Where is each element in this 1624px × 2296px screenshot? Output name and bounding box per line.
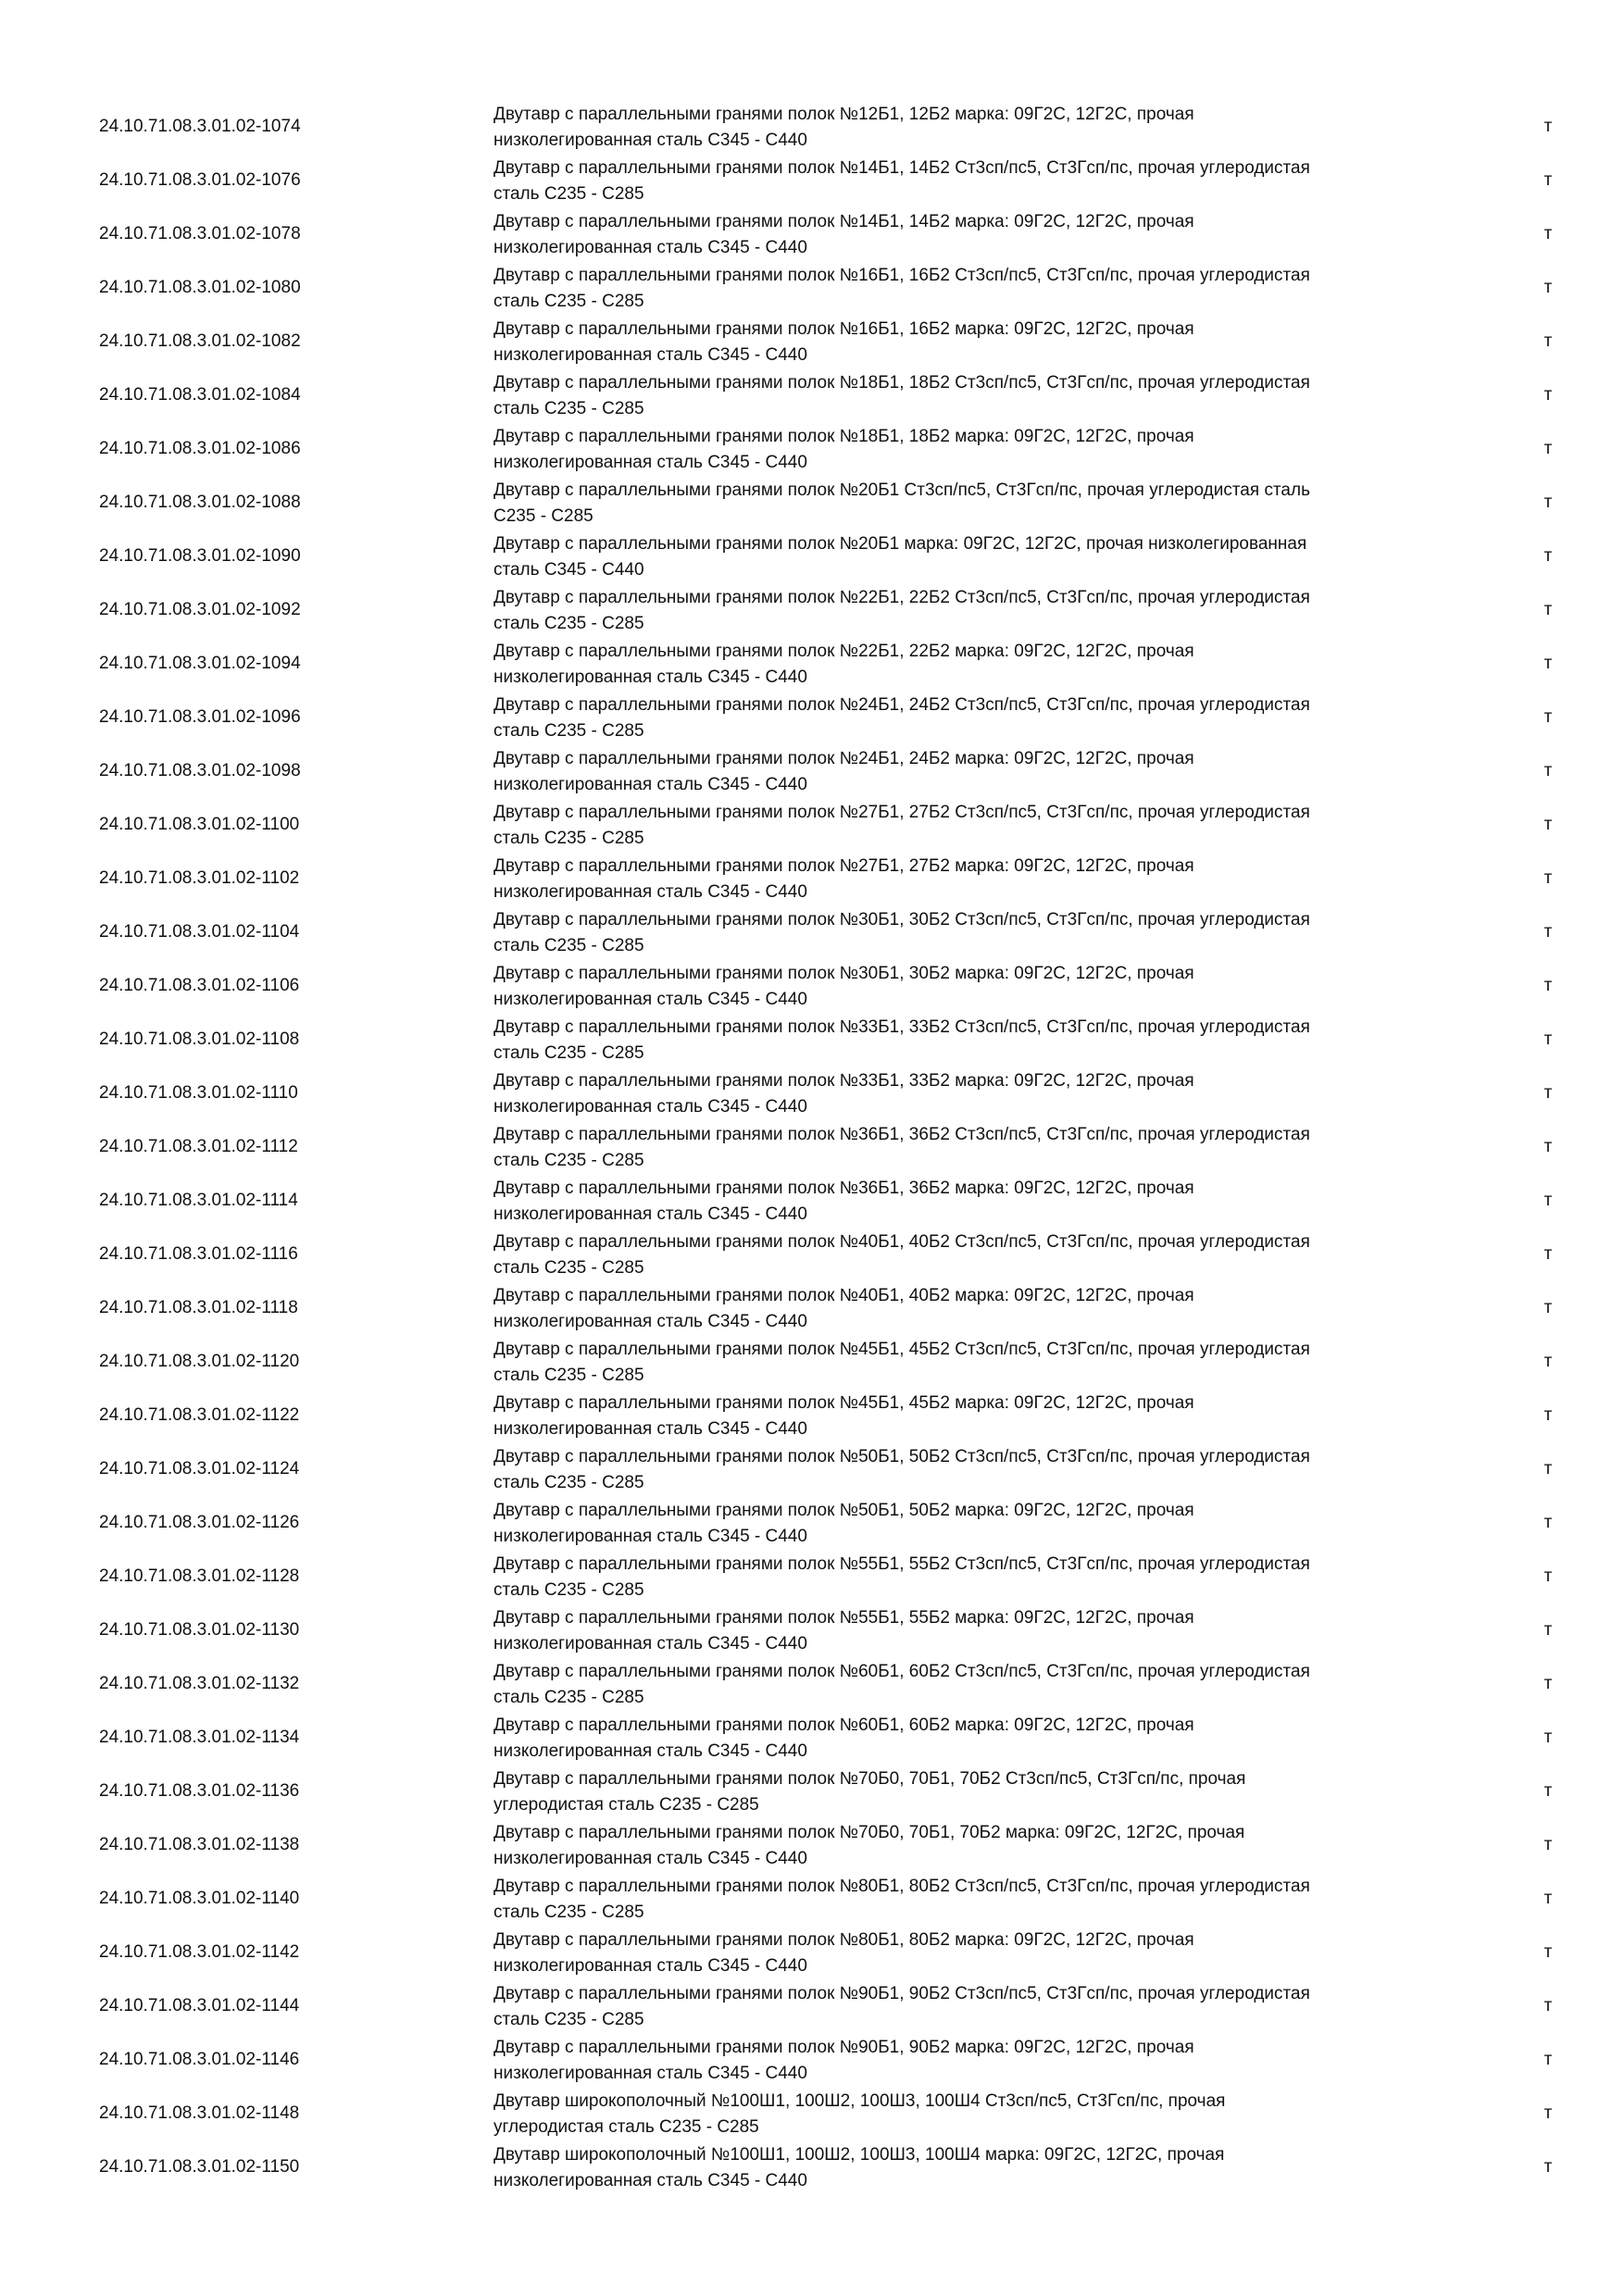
description-line-2: сталь С235 - С285 — [493, 1151, 644, 1170]
description-line-1: Двутавр с параллельными гранями полок №45Б1, 45Б2 марка: 09Г2С, 12Г2С, прочая — [493, 1393, 1194, 1413]
price-table — [0, 100, 1624, 2194]
description-line-1: Двутавр с параллельными гранями полок №20Б1 Ст3сп/пс5, Ст3Гсп/пс, прочая углеродистая сталь — [493, 480, 1310, 500]
resource-description — [493, 261, 1429, 315]
description-line-1: Двутавр с параллельными гранями полок №80Б1, 80Б2 марка: 09Г2С, 12Г2С, прочая — [493, 1930, 1194, 1950]
unit-of-measure: т — [1543, 976, 1553, 995]
description-line-1: Двутавр с параллельными гранями полок №27Б1, 27Б2 марка: 09Г2С, 12Г2С, прочая — [493, 856, 1194, 876]
description-line-1: Двутавр с параллельными гранями полок №14Б1, 14Б2 марка: 09Г2С, 12Г2С, прочая — [493, 212, 1194, 231]
resource-description — [493, 744, 1429, 798]
table-row — [0, 1818, 1624, 1872]
table-row — [0, 154, 1624, 207]
unit-of-measure: т — [1543, 1298, 1553, 1317]
description-line-2: низколегированная сталь С345 - С440 — [493, 1956, 807, 1976]
resource-description — [493, 154, 1429, 207]
description-line-1: Двутавр с параллельными гранями полок №33Б1, 33Б2 марка: 09Г2С, 12Г2С, прочая — [493, 1071, 1194, 1091]
description-line-1: Двутавр широкополочный №100Ш1, 100Ш2, 100Ш3, 100Ш4 Ст3сп/пс5, Ст3Гсп/пс, прочая — [493, 2091, 1226, 2111]
resource-description — [493, 959, 1429, 1013]
unit-of-measure: т — [1543, 600, 1553, 619]
description-line-2: сталь С235 - С285 — [493, 829, 644, 848]
description-line-1: Двутавр с параллельными гранями полок №18Б1, 18Б2 марка: 09Г2С, 12Г2С, прочая — [493, 427, 1194, 446]
table-row — [0, 100, 1624, 154]
description-line-1: Двутавр с параллельными гранями полок №27Б1, 27Б2 Ст3сп/пс5, Ст3Гсп/пс, прочая углеродистая — [493, 803, 1310, 822]
table-row — [0, 368, 1624, 422]
unit-of-measure: т — [1543, 868, 1553, 888]
table-row — [0, 1496, 1624, 1550]
description-line-2: низколегированная сталь С345 - С440 — [493, 1312, 807, 1331]
description-line-2: С235 - С285 — [493, 506, 593, 526]
resource-code: 24.10.71.08.3.01.02-1102 — [99, 868, 300, 888]
unit-of-measure: т — [1543, 761, 1553, 780]
unit-of-measure: т — [1543, 117, 1553, 136]
table-row — [0, 852, 1624, 905]
resource-code: 24.10.71.08.3.01.02-1106 — [99, 976, 300, 995]
description-line-1: Двутавр с параллельными гранями полок №70Б0, 70Б1, 70Б2 марка: 09Г2С, 12Г2С, прочая — [493, 1823, 1245, 1842]
resource-code: 24.10.71.08.3.01.02-1110 — [99, 1083, 298, 1103]
resource-code: 24.10.71.08.3.01.02-1142 — [99, 1942, 300, 1962]
unit-of-measure: т — [1543, 1889, 1553, 1908]
table-row — [0, 798, 1624, 852]
table-row — [0, 261, 1624, 315]
unit-of-measure: т — [1543, 1513, 1553, 1532]
resource-code: 24.10.71.08.3.01.02-1090 — [99, 546, 301, 566]
unit-of-measure: т — [1543, 2157, 1553, 2177]
description-line-2: сталь С235 - С285 — [493, 721, 644, 741]
resource-description — [493, 1281, 1429, 1335]
description-line-2: углеродистая сталь С235 - С285 — [493, 1795, 759, 1815]
resource-description — [493, 1013, 1429, 1067]
unit-of-measure: т — [1543, 224, 1553, 243]
table-row — [0, 1657, 1624, 1711]
description-line-1: Двутавр с параллельными гранями полок №14Б1, 14Б2 Ст3сп/пс5, Ст3Гсп/пс, прочая углеродистая — [493, 158, 1310, 178]
table-row — [0, 1442, 1624, 1496]
resource-description — [493, 1335, 1429, 1389]
description-line-2: сталь С235 - С285 — [493, 1580, 644, 1600]
resource-code: 24.10.71.08.3.01.02-1126 — [99, 1513, 300, 1532]
resource-code: 24.10.71.08.3.01.02-1146 — [99, 2050, 300, 2069]
description-line-1: Двутавр с параллельными гранями полок №90Б1, 90Б2 марка: 09Г2С, 12Г2С, прочая — [493, 2038, 1194, 2057]
unit-of-measure: т — [1543, 1405, 1553, 1425]
unit-of-measure: т — [1543, 385, 1553, 405]
table-row — [0, 2033, 1624, 2087]
description-line-1: Двутавр с параллельными гранями полок №22Б1, 22Б2 Ст3сп/пс5, Ст3Гсп/пс, прочая углеродистая — [493, 588, 1310, 607]
unit-of-measure: т — [1543, 1029, 1553, 1049]
description-line-2: сталь С235 - С285 — [493, 614, 644, 633]
description-line-2: низколегированная сталь С345 - С440 — [493, 453, 807, 472]
resource-code: 24.10.71.08.3.01.02-1118 — [99, 1298, 298, 1317]
description-line-2: низколегированная сталь С345 - С440 — [493, 668, 807, 687]
unit-of-measure: т — [1543, 1674, 1553, 1693]
description-line-2: сталь С345 - С440 — [493, 560, 644, 580]
unit-of-measure: т — [1543, 1620, 1553, 1640]
resource-description — [493, 315, 1429, 368]
resource-description — [493, 905, 1429, 959]
unit-of-measure: т — [1543, 493, 1553, 512]
resource-description — [493, 2140, 1429, 2194]
description-line-2: сталь С235 - С285 — [493, 936, 644, 955]
description-line-2: низколегированная сталь С345 - С440 — [493, 990, 807, 1009]
description-line-2: низколегированная сталь С345 - С440 — [493, 2171, 807, 2190]
unit-of-measure: т — [1543, 2050, 1553, 2069]
description-line-1: Двутавр с параллельными гранями полок №16Б1, 16Б2 Ст3сп/пс5, Ст3Гсп/пс, прочая углеродистая — [493, 266, 1310, 285]
resource-code: 24.10.71.08.3.01.02-1128 — [99, 1566, 300, 1586]
resource-description — [493, 637, 1429, 691]
resource-code: 24.10.71.08.3.01.02-1076 — [99, 170, 301, 190]
unit-of-measure: т — [1543, 278, 1553, 297]
table-row — [0, 530, 1624, 583]
description-line-1: Двутавр с параллельными гранями полок №90Б1, 90Б2 Ст3сп/пс5, Ст3Гсп/пс, прочая углеродистая — [493, 1984, 1310, 2003]
table-row — [0, 637, 1624, 691]
description-line-2: сталь С235 - С285 — [493, 1043, 644, 1063]
description-line-2: сталь С235 - С285 — [493, 399, 644, 418]
description-line-1: Двутавр с параллельными гранями полок №22Б1, 22Б2 марка: 09Г2С, 12Г2С, прочая — [493, 642, 1194, 661]
table-row — [0, 207, 1624, 261]
table-row — [0, 1926, 1624, 1979]
unit-of-measure: т — [1543, 815, 1553, 834]
resource-code: 24.10.71.08.3.01.02-1074 — [99, 117, 301, 136]
description-line-2: сталь С235 - С285 — [493, 1688, 644, 1707]
description-line-1: Двутавр с параллельными гранями полок №45Б1, 45Б2 Ст3сп/пс5, Ст3Гсп/пс, прочая углеродистая — [493, 1340, 1310, 1359]
resource-description — [493, 1657, 1429, 1711]
description-line-1: Двутавр с параллельными гранями полок №40Б1, 40Б2 марка: 09Г2С, 12Г2С, прочая — [493, 1286, 1194, 1305]
table-row — [0, 1603, 1624, 1657]
description-line-1: Двутавр с параллельными гранями полок №80Б1, 80Б2 Ст3сп/пс5, Ст3Гсп/пс, прочая углеродистая — [493, 1877, 1310, 1896]
resource-description — [493, 1818, 1429, 1872]
description-line-1: Двутавр с параллельными гранями полок №36Б1, 36Б2 Ст3сп/пс5, Ст3Гсп/пс, прочая углеродистая — [493, 1125, 1310, 1144]
table-row — [0, 959, 1624, 1013]
resource-description — [493, 207, 1429, 261]
description-line-2: низколегированная сталь С345 - С440 — [493, 775, 807, 794]
table-row — [0, 1711, 1624, 1765]
table-row — [0, 744, 1624, 798]
resource-code: 24.10.71.08.3.01.02-1138 — [99, 1835, 300, 1854]
resource-description — [493, 1442, 1429, 1496]
description-line-1: Двутавр с параллельными гранями полок №30Б1, 30Б2 марка: 09Г2С, 12Г2С, прочая — [493, 964, 1194, 983]
description-line-1: Двутавр с параллельными гранями полок №36Б1, 36Б2 марка: 09Г2С, 12Г2С, прочая — [493, 1179, 1194, 1198]
resource-code: 24.10.71.08.3.01.02-1092 — [99, 600, 301, 619]
table-row — [0, 315, 1624, 368]
resource-description — [493, 100, 1429, 154]
resource-description — [493, 691, 1429, 744]
description-line-1: Двутавр с параллельными гранями полок №20Б1 марка: 09Г2С, 12Г2С, прочая низколегированная — [493, 534, 1307, 554]
resource-description — [493, 1120, 1429, 1174]
resource-description — [493, 852, 1429, 905]
unit-of-measure: т — [1543, 1566, 1553, 1586]
unit-of-measure: т — [1543, 1942, 1553, 1962]
table-row — [0, 1979, 1624, 2033]
resource-code: 24.10.71.08.3.01.02-1078 — [99, 224, 301, 243]
unit-of-measure: т — [1543, 170, 1553, 190]
table-row — [0, 905, 1624, 959]
resource-description — [493, 1174, 1429, 1228]
resource-code: 24.10.71.08.3.01.02-1114 — [99, 1191, 298, 1210]
description-line-2: низколегированная сталь С345 - С440 — [493, 1204, 807, 1224]
description-line-1: Двутавр с параллельными гранями полок №33Б1, 33Б2 Ст3сп/пс5, Ст3Гсп/пс, прочая углеродистая — [493, 1017, 1310, 1037]
description-line-1: Двутавр с параллельными гранями полок №60Б1, 60Б2 Ст3сп/пс5, Ст3Гсп/пс, прочая углеродистая — [493, 1662, 1310, 1681]
resource-description — [493, 1926, 1429, 1979]
table-row — [0, 1872, 1624, 1926]
resource-code: 24.10.71.08.3.01.02-1140 — [99, 1889, 300, 1908]
description-line-2: углеродистая сталь С235 - С285 — [493, 2117, 759, 2137]
unit-of-measure: т — [1543, 1728, 1553, 1747]
resource-description — [493, 583, 1429, 637]
description-line-2: сталь С235 - С285 — [493, 1903, 644, 1922]
resource-code: 24.10.71.08.3.01.02-1084 — [99, 385, 301, 405]
resource-code: 24.10.71.08.3.01.02-1124 — [99, 1459, 300, 1479]
description-line-1: Двутавр с параллельными гранями полок №50Б1, 50Б2 марка: 09Г2С, 12Г2С, прочая — [493, 1501, 1194, 1520]
resource-description — [493, 530, 1429, 583]
description-line-2: низколегированная сталь С345 - С440 — [493, 1634, 807, 1653]
description-line-2: низколегированная сталь С345 - С440 — [493, 2064, 807, 2083]
table-row — [0, 422, 1624, 476]
description-line-1: Двутавр с параллельными гранями полок №30Б1, 30Б2 Ст3сп/пс5, Ст3Гсп/пс, прочая углеродистая — [493, 910, 1310, 930]
resource-description — [493, 2033, 1429, 2087]
resource-description — [493, 1979, 1429, 2033]
resource-code: 24.10.71.08.3.01.02-1148 — [99, 2103, 300, 2123]
resource-code: 24.10.71.08.3.01.02-1104 — [99, 922, 300, 942]
unit-of-measure: т — [1543, 707, 1553, 727]
unit-of-measure: т — [1543, 1244, 1553, 1264]
resource-description — [493, 1603, 1429, 1657]
description-line-1: Двутавр с параллельными гранями полок №50Б1, 50Б2 Ст3сп/пс5, Ст3Гсп/пс, прочая углеродистая — [493, 1447, 1310, 1466]
resource-description — [493, 2087, 1429, 2140]
resource-code: 24.10.71.08.3.01.02-1112 — [99, 1137, 298, 1156]
resource-code: 24.10.71.08.3.01.02-1094 — [99, 654, 301, 673]
resource-code: 24.10.71.08.3.01.02-1150 — [99, 2157, 300, 2177]
resource-description — [493, 1550, 1429, 1603]
table-row — [0, 1765, 1624, 1818]
description-line-2: низколегированная сталь С345 - С440 — [493, 131, 807, 150]
resource-code: 24.10.71.08.3.01.02-1132 — [99, 1674, 300, 1693]
table-row — [0, 1120, 1624, 1174]
resource-description — [493, 798, 1429, 852]
resource-code: 24.10.71.08.3.01.02-1080 — [99, 278, 301, 297]
description-line-1: Двутавр с параллельными гранями полок №12Б1, 12Б2 марка: 09Г2С, 12Г2С, прочая — [493, 105, 1194, 124]
unit-of-measure: т — [1543, 2103, 1553, 2123]
unit-of-measure: т — [1543, 1996, 1553, 2015]
resource-description — [493, 1496, 1429, 1550]
description-line-2: низколегированная сталь С345 - С440 — [493, 345, 807, 365]
resource-description — [493, 368, 1429, 422]
description-line-2: сталь С235 - С285 — [493, 184, 644, 204]
unit-of-measure: т — [1543, 1781, 1553, 1801]
description-line-1: Двутавр с параллельными гранями полок №55Б1, 55Б2 марка: 09Г2С, 12Г2С, прочая — [493, 1608, 1194, 1628]
description-line-2: сталь С235 - С285 — [493, 2010, 644, 2029]
description-line-2: сталь С235 - С285 — [493, 1366, 644, 1385]
description-line-2: низколегированная сталь С345 - С440 — [493, 238, 807, 257]
resource-description — [493, 1765, 1429, 1818]
description-line-2: низколегированная сталь С345 - С440 — [493, 1419, 807, 1439]
unit-of-measure: т — [1543, 1352, 1553, 1371]
table-row — [0, 1174, 1624, 1228]
unit-of-measure: т — [1543, 654, 1553, 673]
description-line-2: сталь С235 - С285 — [493, 1473, 644, 1492]
unit-of-measure: т — [1543, 1191, 1553, 1210]
table-row — [0, 1013, 1624, 1067]
description-line-1: Двутавр с параллельными гранями полок №55Б1, 55Б2 Ст3сп/пс5, Ст3Гсп/пс, прочая углеродистая — [493, 1554, 1310, 1574]
table-row — [0, 583, 1624, 637]
table-row — [0, 1067, 1624, 1120]
resource-description — [493, 1389, 1429, 1442]
description-line-1: Двутавр с параллельными гранями полок №24Б1, 24Б2 марка: 09Г2С, 12Г2С, прочая — [493, 749, 1194, 768]
table-row — [0, 1335, 1624, 1389]
table-row — [0, 1389, 1624, 1442]
table-row — [0, 476, 1624, 530]
resource-code: 24.10.71.08.3.01.02-1096 — [99, 707, 301, 727]
unit-of-measure: т — [1543, 331, 1553, 351]
unit-of-measure: т — [1543, 546, 1553, 566]
resource-code: 24.10.71.08.3.01.02-1136 — [99, 1781, 300, 1801]
unit-of-measure: т — [1543, 1835, 1553, 1854]
resource-code: 24.10.71.08.3.01.02-1130 — [99, 1620, 300, 1640]
resource-code: 24.10.71.08.3.01.02-1108 — [99, 1029, 300, 1049]
description-line-1: Двутавр с параллельными гранями полок №60Б1, 60Б2 марка: 09Г2С, 12Г2С, прочая — [493, 1716, 1194, 1735]
description-line-1: Двутавр с параллельными гранями полок №40Б1, 40Б2 Ст3сп/пс5, Ст3Гсп/пс, прочая углеродистая — [493, 1232, 1310, 1252]
table-row — [0, 1228, 1624, 1281]
resource-code: 24.10.71.08.3.01.02-1088 — [99, 493, 301, 512]
resource-code: 24.10.71.08.3.01.02-1086 — [99, 439, 301, 458]
unit-of-measure: т — [1543, 922, 1553, 942]
resource-description — [493, 1228, 1429, 1281]
resource-code: 24.10.71.08.3.01.02-1120 — [99, 1352, 300, 1371]
table-row — [0, 691, 1624, 744]
description-line-1: Двутавр с параллельными гранями полок №70Б0, 70Б1, 70Б2 Ст3сп/пс5, Ст3Гсп/пс, прочая — [493, 1769, 1246, 1789]
unit-of-measure: т — [1543, 1083, 1553, 1103]
description-line-2: низколегированная сталь С345 - С440 — [493, 1527, 807, 1546]
description-line-2: сталь С235 - С285 — [493, 1258, 644, 1278]
resource-code: 24.10.71.08.3.01.02-1122 — [99, 1405, 300, 1425]
resource-description — [493, 1067, 1429, 1120]
unit-of-measure: т — [1543, 1137, 1553, 1156]
resource-code: 24.10.71.08.3.01.02-1082 — [99, 331, 301, 351]
description-line-1: Двутавр с параллельными гранями полок №24Б1, 24Б2 Ст3сп/пс5, Ст3Гсп/пс, прочая углеродистая — [493, 695, 1310, 715]
resource-code: 24.10.71.08.3.01.02-1134 — [99, 1728, 300, 1747]
resource-description — [493, 422, 1429, 476]
table-row — [0, 1550, 1624, 1603]
description-line-2: низколегированная сталь С345 - С440 — [493, 1741, 807, 1761]
resource-code: 24.10.71.08.3.01.02-1100 — [99, 815, 300, 834]
description-line-1: Двутавр с параллельными гранями полок №18Б1, 18Б2 Ст3сп/пс5, Ст3Гсп/пс, прочая углеродистая — [493, 373, 1310, 393]
resource-code: 24.10.71.08.3.01.02-1098 — [99, 761, 301, 780]
table-row — [0, 2087, 1624, 2140]
description-line-2: низколегированная сталь С345 - С440 — [493, 1849, 807, 1868]
table-row — [0, 2140, 1624, 2194]
resource-code: 24.10.71.08.3.01.02-1116 — [99, 1244, 298, 1264]
description-line-2: низколегированная сталь С345 - С440 — [493, 1097, 807, 1117]
resource-description — [493, 1872, 1429, 1926]
resource-description — [493, 1711, 1429, 1765]
resource-description — [493, 476, 1429, 530]
description-line-2: сталь С235 - С285 — [493, 292, 644, 311]
description-line-2: низколегированная сталь С345 - С440 — [493, 882, 807, 902]
table-row — [0, 1281, 1624, 1335]
unit-of-measure: т — [1543, 1459, 1553, 1479]
resource-code: 24.10.71.08.3.01.02-1144 — [99, 1996, 300, 2015]
unit-of-measure: т — [1543, 439, 1553, 458]
description-line-1: Двутавр с параллельными гранями полок №16Б1, 16Б2 марка: 09Г2С, 12Г2С, прочая — [493, 319, 1194, 339]
description-line-1: Двутавр широкополочный №100Ш1, 100Ш2, 100Ш3, 100Ш4 марка: 09Г2С, 12Г2С, прочая — [493, 2145, 1225, 2165]
